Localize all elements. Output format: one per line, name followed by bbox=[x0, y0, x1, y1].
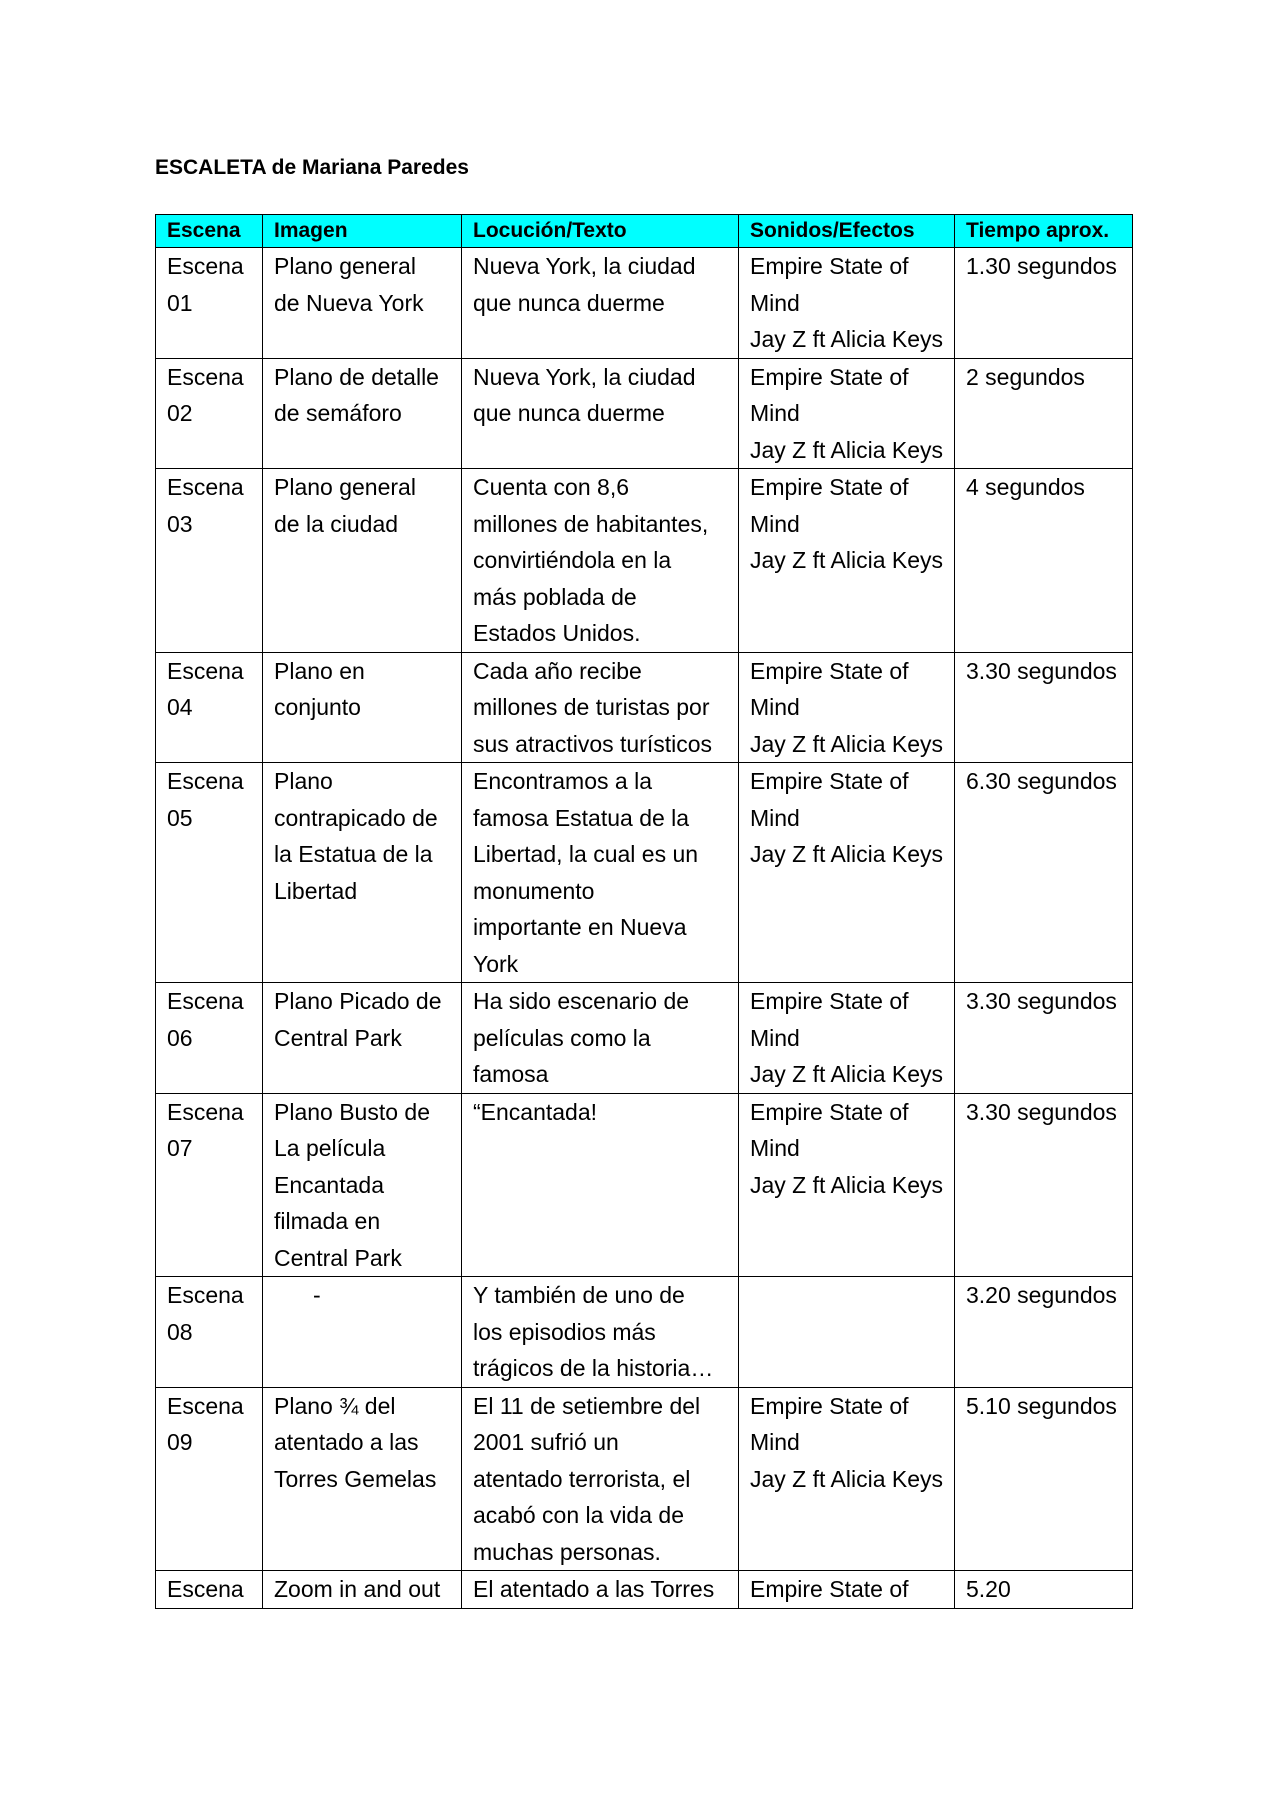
cell-locucion bbox=[462, 1387, 739, 1571]
cell-line: Empire State of bbox=[750, 1098, 909, 1125]
cell-line: Ha sido escenario de bbox=[473, 988, 690, 1014]
cell-line: 07 bbox=[167, 1135, 193, 1161]
cell-line: Plano general bbox=[274, 253, 416, 279]
cell-line: Plano de detalle bbox=[274, 363, 439, 390]
cell-line: acabó con la vida de bbox=[473, 1502, 684, 1528]
cell-line: Nueva York, la ciudad bbox=[473, 363, 696, 390]
cell-line: - bbox=[313, 1282, 321, 1308]
cell-line: Escena bbox=[167, 474, 244, 500]
cell-line: Plano bbox=[274, 768, 333, 794]
cell-line: Jay Z ft Alicia Keys bbox=[750, 326, 944, 352]
cell-line: Encontramos a la bbox=[473, 768, 652, 794]
cell-line: de semáforo bbox=[274, 400, 402, 426]
cell-tiempo bbox=[955, 469, 1133, 653]
cell-line: Jay Z ft Alicia Keys bbox=[750, 547, 944, 573]
cell-line: 03 bbox=[167, 510, 193, 537]
cell-line: 3.20 segundos bbox=[966, 1282, 1117, 1308]
cell-tiempo bbox=[955, 358, 1133, 469]
table-row bbox=[156, 1093, 1133, 1277]
cell-line: 5.10 segundos bbox=[966, 1392, 1117, 1419]
document-title: ESCALETA de Mariana Paredes bbox=[155, 156, 469, 179]
cell-line: Empire State of bbox=[750, 1576, 909, 1602]
cell-locucion bbox=[462, 248, 739, 359]
cell-line: Escena bbox=[167, 1098, 244, 1125]
cell-line: 6.30 segundos bbox=[966, 768, 1117, 794]
cell-locucion bbox=[462, 983, 739, 1094]
cell-line: Plano ¾ del bbox=[274, 1392, 396, 1419]
table-row bbox=[156, 1277, 1133, 1388]
cell-line: 2 segundos bbox=[966, 363, 1085, 390]
cell-line: atentado a las bbox=[274, 1429, 419, 1455]
cell-imagen bbox=[263, 1571, 462, 1609]
cell-line: Empire State of bbox=[750, 657, 909, 684]
cell-escena bbox=[156, 469, 263, 653]
cell-line: 09 bbox=[167, 1429, 193, 1455]
cell-line: Jay Z ft Alicia Keys bbox=[750, 436, 944, 463]
table-row bbox=[156, 248, 1133, 359]
cell-sonidos bbox=[739, 358, 955, 469]
cell-line: Torres Gemelas bbox=[274, 1465, 437, 1492]
cell-imagen bbox=[263, 1093, 462, 1277]
cell-line: Encantada bbox=[274, 1171, 384, 1198]
header-tiempo: Tiempo aprox. bbox=[955, 215, 1133, 248]
header-imagen: Imagen bbox=[263, 215, 462, 248]
cell-tiempo bbox=[955, 1093, 1133, 1277]
cell-line: Mind bbox=[750, 1024, 800, 1051]
cell-line: Mind bbox=[750, 289, 800, 316]
cell-imagen bbox=[263, 1277, 462, 1388]
cell-escena bbox=[156, 1571, 263, 1609]
table-row bbox=[156, 358, 1133, 469]
cell-line: los episodios más bbox=[473, 1318, 656, 1345]
cell-line: 5.20 bbox=[966, 1576, 1011, 1602]
cell-line: sus atractivos turísticos bbox=[473, 730, 713, 757]
cell-line: importante en Nueva bbox=[473, 914, 687, 940]
cell-tiempo bbox=[955, 248, 1133, 359]
cell-line: Libertad, la cual es un bbox=[473, 841, 699, 867]
cell-locucion bbox=[462, 652, 739, 763]
cell-line: Empire State of bbox=[750, 1392, 909, 1419]
cell-line: de la ciudad bbox=[274, 510, 399, 537]
escaleta-table bbox=[155, 214, 1133, 1609]
cell-sonidos bbox=[739, 469, 955, 653]
cell-line: contrapicado de bbox=[274, 804, 438, 831]
cell-line: Plano general bbox=[274, 474, 416, 500]
cell-line: Mind bbox=[750, 400, 800, 426]
cell-escena bbox=[156, 763, 263, 983]
cell-line: 06 bbox=[167, 1024, 193, 1051]
cell-line: Plano en bbox=[274, 657, 365, 684]
cell-line: Empire State of bbox=[750, 363, 909, 390]
cell-escena bbox=[156, 983, 263, 1094]
cell-line: Escena bbox=[167, 768, 244, 794]
cell-line: 3.30 segundos bbox=[966, 1098, 1117, 1125]
cell-line: 01 bbox=[167, 289, 193, 316]
cell-tiempo bbox=[955, 1571, 1133, 1609]
table-body bbox=[156, 248, 1133, 1609]
header-sonidos: Sonidos/Efectos bbox=[739, 215, 955, 248]
cell-sonidos bbox=[739, 763, 955, 983]
cell-sonidos bbox=[739, 248, 955, 359]
cell-line: atentado terrorista, el bbox=[473, 1465, 691, 1492]
cell-line: York bbox=[473, 950, 519, 977]
cell-line: Libertad bbox=[274, 877, 358, 904]
table-row bbox=[156, 1571, 1133, 1609]
cell-line: 3.30 segundos bbox=[966, 988, 1117, 1014]
cell-line: 2001 sufrió un bbox=[473, 1429, 619, 1455]
cell-line: Escena bbox=[167, 1282, 244, 1308]
cell-escena bbox=[156, 1387, 263, 1571]
cell-tiempo bbox=[955, 983, 1133, 1094]
cell-sonidos bbox=[739, 1387, 955, 1571]
cell-locucion bbox=[462, 358, 739, 469]
cell-line: Y también de uno de bbox=[473, 1282, 685, 1308]
cell-line: Central Park bbox=[274, 1244, 402, 1271]
cell-imagen bbox=[263, 983, 462, 1094]
header-locucion: Locución/Texto bbox=[462, 215, 739, 248]
cell-line: que nunca duerme bbox=[473, 289, 665, 316]
cell-line: El atentado a las Torres bbox=[473, 1576, 715, 1602]
cell-line: 08 bbox=[167, 1318, 193, 1345]
cell-line: millones de habitantes, bbox=[473, 510, 709, 537]
cell-line: Cuenta con 8,6 bbox=[473, 474, 630, 500]
cell-line: Jay Z ft Alicia Keys bbox=[750, 730, 944, 757]
cell-imagen bbox=[263, 1387, 462, 1571]
cell-line: Mind bbox=[750, 1429, 800, 1455]
cell-line: Jay Z ft Alicia Keys bbox=[750, 1465, 944, 1492]
cell-line: Mind bbox=[750, 1135, 800, 1161]
cell-line: famosa Estatua de la bbox=[473, 804, 690, 831]
table-row bbox=[156, 983, 1133, 1094]
cell-locucion bbox=[462, 1571, 739, 1609]
cell-line: Central Park bbox=[274, 1024, 402, 1051]
cell-line: Escena bbox=[167, 363, 244, 390]
cell-line: Jay Z ft Alicia Keys bbox=[750, 1061, 944, 1087]
table-row bbox=[156, 1387, 1133, 1571]
cell-locucion bbox=[462, 469, 739, 653]
cell-line: Escena bbox=[167, 657, 244, 684]
cell-line: trágicos de la historia… bbox=[473, 1355, 714, 1381]
cell-line: famosa bbox=[473, 1061, 549, 1087]
cell-line: Plano Busto de bbox=[274, 1098, 431, 1125]
cell-line: Escena bbox=[167, 988, 244, 1014]
header-escena: Escena bbox=[156, 215, 263, 248]
cell-line: convirtiéndola en la bbox=[473, 547, 672, 573]
cell-escena bbox=[156, 358, 263, 469]
cell-line: de Nueva York bbox=[274, 289, 424, 316]
table-row bbox=[156, 763, 1133, 983]
cell-line: Mind bbox=[750, 694, 800, 720]
cell-sonidos bbox=[739, 1571, 955, 1609]
cell-line: Escena bbox=[167, 1392, 244, 1419]
cell-line: Mind bbox=[750, 510, 800, 537]
cell-sonidos bbox=[739, 1093, 955, 1277]
cell-line: que nunca duerme bbox=[473, 400, 665, 426]
cell-imagen bbox=[263, 358, 462, 469]
table-header-row bbox=[156, 215, 1133, 248]
cell-line: Zoom in and out bbox=[274, 1576, 441, 1602]
cell-line: Mind bbox=[750, 804, 800, 831]
cell-line: Escena bbox=[167, 253, 244, 279]
cell-line: 1.30 segundos bbox=[966, 253, 1117, 279]
cell-sonidos bbox=[739, 652, 955, 763]
cell-line: 02 bbox=[167, 400, 193, 426]
cell-line: Empire State of bbox=[750, 988, 909, 1014]
cell-imagen bbox=[263, 763, 462, 983]
cell-locucion bbox=[462, 763, 739, 983]
cell-line: películas como la bbox=[473, 1024, 651, 1051]
cell-line: más poblada de bbox=[473, 583, 637, 610]
cell-sonidos bbox=[739, 1277, 955, 1388]
cell-tiempo bbox=[955, 1277, 1133, 1388]
cell-locucion bbox=[462, 1277, 739, 1388]
cell-tiempo bbox=[955, 763, 1133, 983]
cell-line: Jay Z ft Alicia Keys bbox=[750, 841, 944, 867]
cell-line: Jay Z ft Alicia Keys bbox=[750, 1171, 944, 1198]
cell-sonidos bbox=[739, 983, 955, 1094]
cell-line: la Estatua de la bbox=[274, 841, 433, 867]
cell-line: Escena bbox=[167, 1576, 244, 1602]
cell-escena bbox=[156, 1093, 263, 1277]
cell-line: Cada año recibe bbox=[473, 657, 642, 684]
cell-line: Empire State of bbox=[750, 253, 909, 279]
cell-line: “Encantada! bbox=[473, 1098, 598, 1125]
cell-escena bbox=[156, 248, 263, 359]
cell-tiempo bbox=[955, 652, 1133, 763]
cell-locucion bbox=[462, 1093, 739, 1277]
cell-line: filmada en bbox=[274, 1208, 381, 1234]
table-row bbox=[156, 469, 1133, 653]
cell-line: monumento bbox=[473, 877, 595, 904]
cell-tiempo bbox=[955, 1387, 1133, 1571]
cell-line: Estados Unidos. bbox=[473, 620, 641, 646]
cell-line: Plano Picado de bbox=[274, 988, 442, 1014]
cell-line: 4 segundos bbox=[966, 474, 1085, 500]
cell-line: conjunto bbox=[274, 694, 361, 720]
table-row bbox=[156, 652, 1133, 763]
cell-escena bbox=[156, 652, 263, 763]
cell-line: 05 bbox=[167, 804, 193, 831]
cell-line: El 11 de setiembre del bbox=[473, 1392, 701, 1419]
cell-imagen bbox=[263, 469, 462, 653]
cell-line: 3.30 segundos bbox=[966, 657, 1117, 684]
cell-line: La película bbox=[274, 1135, 386, 1161]
cell-line: Empire State of bbox=[750, 474, 909, 500]
cell-line: Nueva York, la ciudad bbox=[473, 253, 696, 279]
cell-line: Empire State of bbox=[750, 768, 909, 794]
cell-line: muchas personas. bbox=[473, 1538, 661, 1565]
cell-line: 04 bbox=[167, 694, 193, 720]
cell-imagen bbox=[263, 248, 462, 359]
cell-line: millones de turistas por bbox=[473, 694, 710, 720]
cell-escena bbox=[156, 1277, 263, 1388]
cell-imagen bbox=[263, 652, 462, 763]
